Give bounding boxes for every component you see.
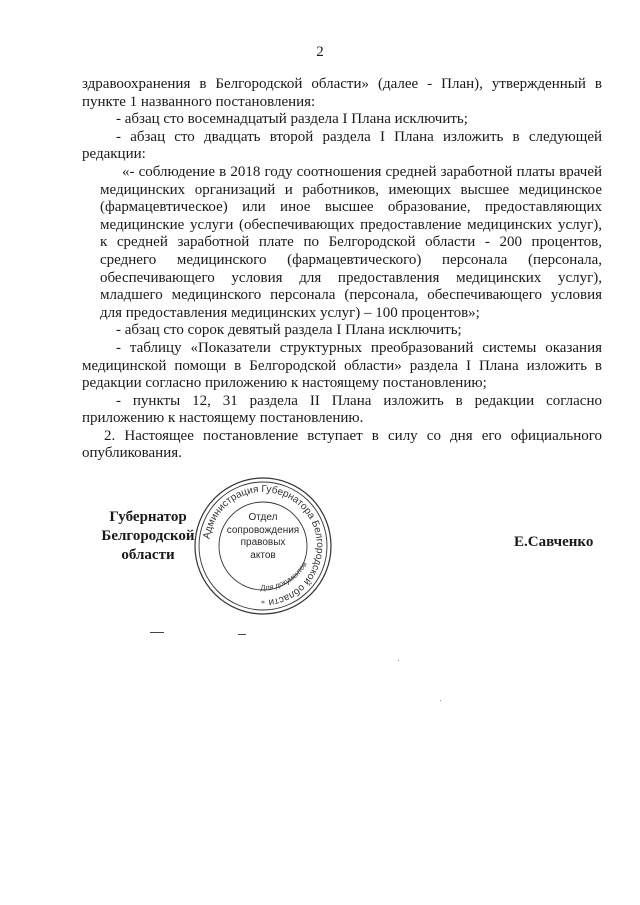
stamp-star-icon: * [261,599,265,608]
signature-name: Е.Савченко [514,534,594,550]
scan-dot [440,700,441,701]
stamp-bottom-text: Для документов [260,560,309,593]
signature-title-line1: Губернатор [109,509,187,525]
paragraph-item-122: - абзац сто двадцать второй раздела I Плана изложить в следующей редакции: [82,128,602,163]
stamp-outer-text: Администрация Губернатора Белгородской области [201,483,326,608]
paragraph-plan-reference: здравоохранения в Белгородской области» (далее - План), утвержденный в пункте 1 названного постановления: [82,76,602,110]
stamp-center-line3: правовых [240,537,286,548]
paragraph-points-12-31: - пункты 12, 31 раздела II Плана изложить в редакции согласно приложению к настоящему постановлению. [82,392,602,427]
quoted-amendment [82,164,602,322]
paragraph-table-replacement: - таблицу «Показатели структурных преобразований системы оказания медицинской помощи в Белгородской области» раздела I Плана изложить в редакции согласно приложению к настоящему постановлению; [82,339,602,392]
document-body [82,76,602,463]
paragraph-effective-date: 2. Настоящее постановление вступает в силу со дня его официального опубликования. [82,427,602,462]
scan-mark [150,632,164,633]
paragraph-quoted-text: «- соблюдение в 2018 году соотношения средней заработной платы врачей медицинских организаций и работников, имеющих высшее медицинское (фармацевтическое) или иное высшее образование, предоставляющих медицинские услуги (обеспечивающих предоставление медицинских услуг), к средней заработной плате по Белгородской области - 200 процентов, среднего медицинского (фармацевтического) персонала (персонала, обеспечивающего условия для предоставления медицинских услуг), младшего медицинского персонала (персонала, обеспечивающего условия для предоставления медицинских услуг) – 100 процентов»; [100,163,602,321]
stamp-center-line4: актов [250,549,276,561]
paragraph-item-149: - абзац сто сорок девятый раздела I Плана исключить; [116,322,462,339]
scan-dot [398,660,399,661]
signature-title-line2: Белгородской области [101,528,195,563]
paragraph-item-118: - абзац сто восемнадцатый раздела I Плана исключить; [116,111,468,128]
stamp-center-text [226,512,300,562]
stamp-center-line2: сопровождения [226,524,300,536]
page-number: 2 [316,44,324,60]
scan-mark [238,634,246,635]
stamp-center-line1: Отдел [248,512,278,523]
